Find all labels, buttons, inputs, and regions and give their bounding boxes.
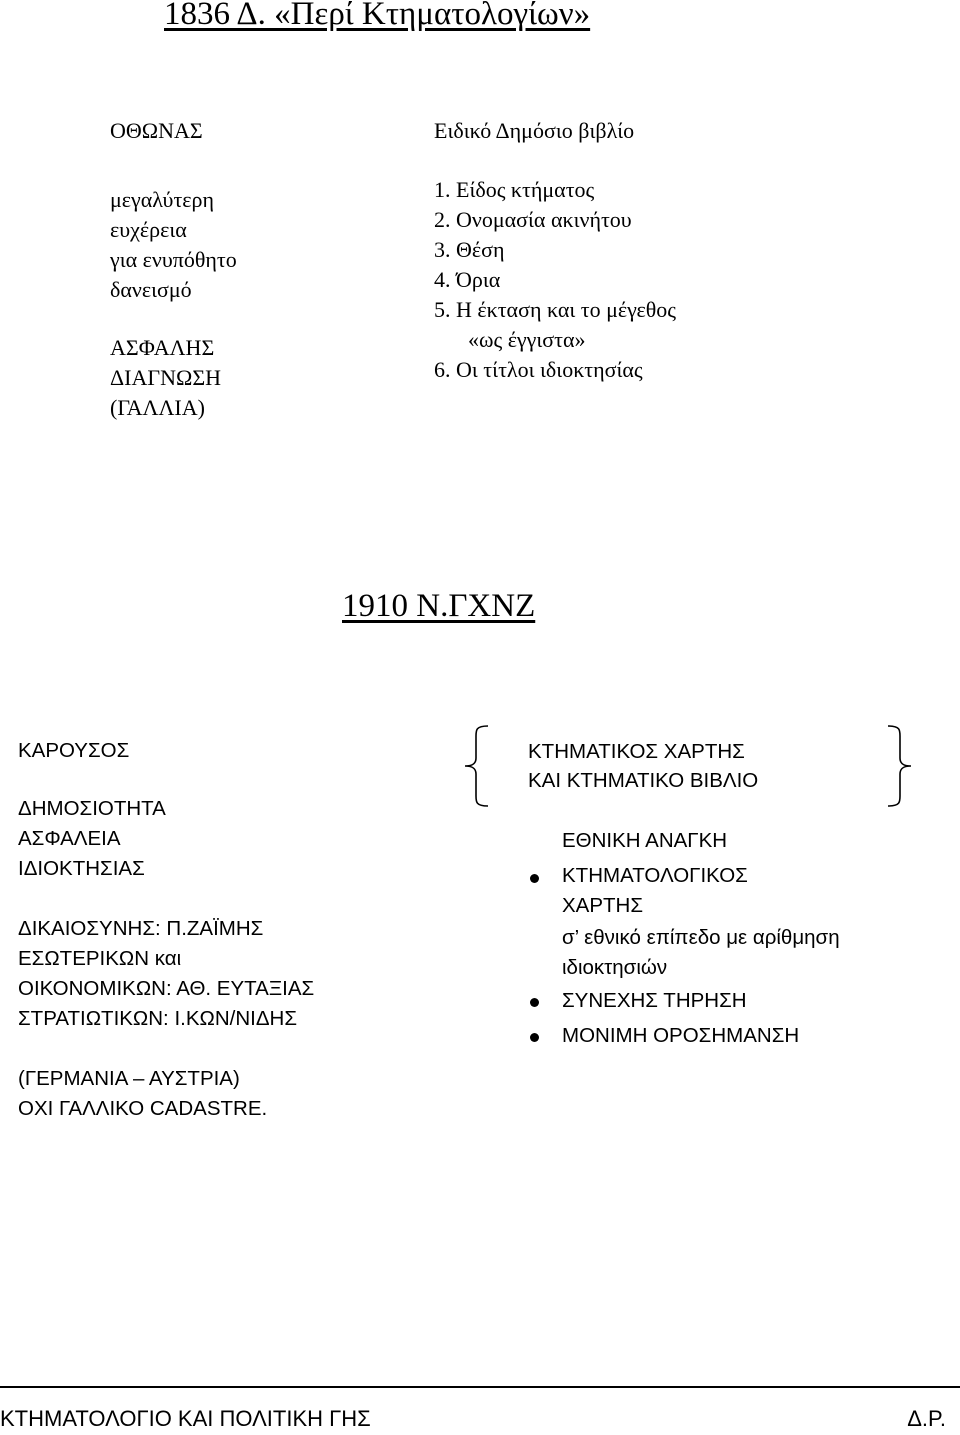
page-title: 1836 Δ. «Περί Κτηματολογίων» xyxy=(164,0,591,32)
left-text-line: ΟΙΚΟΝΟΜΙΚΩΝ: ΑΘ. ΕΥΤΑΞΙΑΣ xyxy=(18,977,315,1000)
left-line: ευχέρεια xyxy=(110,217,187,242)
bullet-icon xyxy=(530,1033,539,1042)
left-line: μεγαλύτερη xyxy=(110,187,215,212)
left-line: ΑΣΦΑΛΗΣ xyxy=(110,335,215,360)
left-line: (ΓΑΛΛΙΑ) xyxy=(110,395,205,420)
left-brace-icon xyxy=(462,724,492,808)
list-item: 1. Είδος κτήματος xyxy=(434,177,595,202)
left-heading: ΟΘΩΝΑΣ xyxy=(110,118,203,143)
bullet-text: ΧΑΡΤΗΣ xyxy=(562,894,644,917)
bullet-text: ΜΟΝΙΜΗ ΟΡΟΣΗΜΑΝΣΗ xyxy=(562,1024,800,1047)
bullet-subtext: ιδιοκτησιών xyxy=(562,956,668,979)
left-text-line: ΑΣΦΑΛΕΙΑ xyxy=(18,827,121,850)
list-item: 5. Η έκταση και το μέγεθος xyxy=(434,297,676,322)
footer-divider xyxy=(0,1386,960,1388)
list-item: 4. Όρια xyxy=(434,267,501,292)
bullet-text: ΣΥΝΕΧΗΣ ΤΗΡΗΣΗ xyxy=(562,989,747,1012)
left-text-line: ΙΔΙΟΚΤΗΣΙΑΣ xyxy=(18,857,145,880)
left-text-line: (ΓΕΡΜΑΝΙΑ – ΑΥΣΤΡΙΑ) xyxy=(18,1067,240,1090)
bullet-text: ΚΤΗΜΑΤΟΛΟΓΙΚΟΣ xyxy=(562,864,748,887)
list-item-continuation: «ως έγγιστα» xyxy=(468,327,586,352)
left-text-line: ΣΤΡΑΤΙΩΤΙΚΩΝ: Ι.ΚΩΝ/ΝΙΔΗΣ xyxy=(18,1007,298,1030)
left-text-line: ΟΧΙ ΓΑΛΛΙΚΟ CADASTRE. xyxy=(18,1097,268,1120)
list-item: 2. Ονομασία ακινήτου xyxy=(434,207,632,232)
left-text-line: ΔΗΜΟΣΙΟΤΗΤΑ xyxy=(18,797,166,820)
minister-name: ΚΑΡΟΥΣΟΣ xyxy=(18,739,130,762)
list-item: 6. Οι τίτλοι ιδιοκτησίας xyxy=(434,357,643,382)
bullet-icon xyxy=(530,874,539,883)
right-heading: Ειδικό Δημόσιο βιβλίο xyxy=(434,118,635,143)
footer-initials: Δ.Ρ. xyxy=(907,1406,946,1431)
section-heading-1910: 1910 Ν.ΓΧΝΖ xyxy=(342,588,536,624)
braced-line: ΚΑΙ ΚΤΗΜΑΤΙΚΟ ΒΙΒΛΙΟ xyxy=(528,769,759,792)
national-need: ΕΘΝΙΚΗ ΑΝΑΓΚΗ xyxy=(562,829,728,852)
braced-line: ΚΤΗΜΑΤΙΚΟΣ ΧΑΡΤΗΣ xyxy=(528,740,745,763)
bullet-icon xyxy=(530,998,539,1007)
list-item: 3. Θέση xyxy=(434,237,505,262)
left-line: δανεισμό xyxy=(110,277,192,302)
left-line: για ενυπόθητο xyxy=(110,247,237,272)
left-text-line: ΕΣΩΤΕΡΙΚΩΝ και xyxy=(18,947,182,970)
footer-title: ΚΤΗΜΑΤΟΛΟΓΙΟ ΚΑΙ ΠΟΛΙΤΙΚΗ ΓΗΣ xyxy=(0,1406,371,1431)
left-line: ΔΙΑΓΝΩΣΗ xyxy=(110,365,222,390)
left-text-line: ΔΙΚΑΙΟΣΥΝΗΣ: Π.ΖΑΪΜΗΣ xyxy=(18,917,264,940)
right-brace-icon xyxy=(884,724,914,808)
bullet-subtext: σ’ εθνικό επίπεδο με αρίθμηση xyxy=(562,926,840,949)
